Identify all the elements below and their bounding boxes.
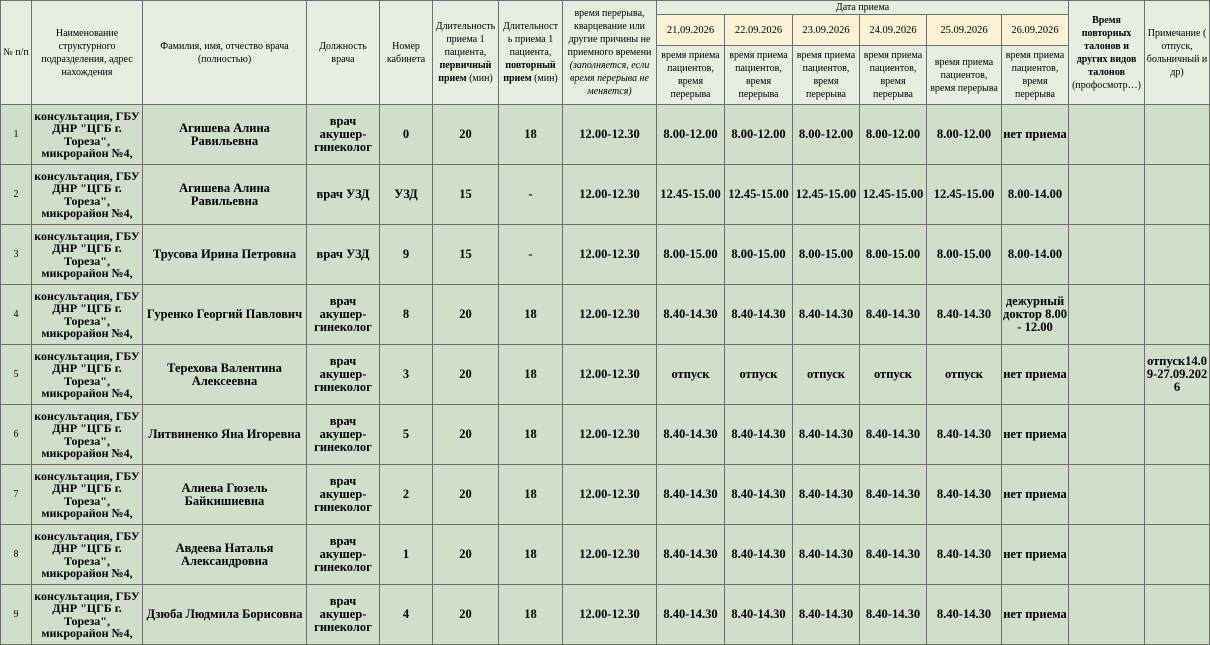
table-row bbox=[1, 165, 1210, 225]
position-cell: врач акушер-гинеколог bbox=[307, 405, 380, 465]
repeat-tickets-cell bbox=[1069, 585, 1145, 645]
position-cell: врач УЗД bbox=[307, 165, 380, 225]
repeat-duration-cell: 18 bbox=[499, 585, 563, 645]
subdivision-cell bbox=[32, 285, 143, 345]
room-cell: УЗД bbox=[380, 165, 433, 225]
table-row bbox=[1, 405, 1210, 465]
row-number: 5 bbox=[1, 345, 32, 405]
header-day-sub-1: время приема пациентов, время перерыва bbox=[657, 46, 725, 105]
day-1-cell: 8.40-14.30 bbox=[657, 525, 725, 585]
day-6-cell: нет приема bbox=[1002, 105, 1069, 165]
day-5-cell: 8.40-14.30 bbox=[927, 525, 1002, 585]
day-5-cell: 8.40-14.30 bbox=[927, 465, 1002, 525]
repeat-tickets-cell bbox=[1069, 165, 1145, 225]
day-3-cell: 8.40-14.30 bbox=[793, 285, 860, 345]
primary-duration-cell: 20 bbox=[433, 465, 499, 525]
repeat-tickets-cell bbox=[1069, 285, 1145, 345]
day-6-cell: нет приема bbox=[1002, 465, 1069, 525]
day-1-cell: 8.00-12.00 bbox=[657, 105, 725, 165]
subdivision-text: консультация, ГБУ ДНР "ЦГБ г. Тореза", микрорайон №4, bbox=[34, 408, 140, 460]
doctor-name-cell: Литвиненко Яна Игоревна bbox=[143, 405, 307, 465]
primary-duration-cell: 20 bbox=[433, 405, 499, 465]
header-date-group: Дата приема bbox=[657, 1, 1069, 15]
row-number: 1 bbox=[1, 105, 32, 165]
doctor-name-cell: Агишева Алина Равильевна bbox=[143, 165, 307, 225]
day-5-cell: 8.40-14.30 bbox=[927, 585, 1002, 645]
subdivision-text: консультация, ГБУ ДНР "ЦГБ г. Тореза", микрорайон №4, bbox=[34, 288, 140, 340]
subdivision-text: консультация, ГБУ ДНР "ЦГБ г. Тореза", микрорайон №4, bbox=[34, 228, 140, 280]
day-3-cell: 8.40-14.30 bbox=[793, 405, 860, 465]
day-2-cell: 12.45-15.00 bbox=[725, 165, 793, 225]
header-day-sub-5: время приема пациентов, время перерыва bbox=[927, 46, 1002, 105]
break-cell: 12.00-12.30 bbox=[563, 105, 657, 165]
subdivision-text: консультация, ГБУ ДНР "ЦГБ г. Тореза", микрорайон №4, bbox=[34, 528, 140, 580]
day-2-cell: 8.40-14.30 bbox=[725, 465, 793, 525]
position-cell: врач акушер-гинеколог bbox=[307, 525, 380, 585]
subdivision-text: консультация, ГБУ ДНР "ЦГБ г. Тореза", микрорайон №4, bbox=[34, 168, 140, 220]
table-row bbox=[1, 525, 1210, 585]
repeat-duration-cell: 18 bbox=[499, 345, 563, 405]
day-6-cell: 8.00-14.00 bbox=[1002, 165, 1069, 225]
day-6-cell: нет приема bbox=[1002, 405, 1069, 465]
position-cell: врач УЗД bbox=[307, 225, 380, 285]
repeat-duration-cell: - bbox=[499, 225, 563, 285]
room-cell: 3 bbox=[380, 345, 433, 405]
position-cell: врач акушер-гинеколог bbox=[307, 465, 380, 525]
notes-cell bbox=[1145, 525, 1210, 585]
repeat-duration-cell: 18 bbox=[499, 465, 563, 525]
doctor-name-cell: Алиева Гюзель Байкишиевна bbox=[143, 465, 307, 525]
day-3-cell: 8.00-12.00 bbox=[793, 105, 860, 165]
header-primary-duration: Длительность приема 1 пациента, первичный прием (мин) bbox=[433, 1, 499, 105]
notes-cell bbox=[1145, 585, 1210, 645]
header-repeat-duration: Длительност ь приема 1 пациента, повторный прием (мин) bbox=[499, 1, 563, 105]
subdivision-cell bbox=[32, 105, 143, 165]
notes-cell bbox=[1145, 285, 1210, 345]
day-3-cell: 8.00-15.00 bbox=[793, 225, 860, 285]
header-break: время перерыва, кварцевание или другие причины не приемного времени (заполняется, если время перерыва не меняется) bbox=[563, 1, 657, 105]
subdivision-cell bbox=[32, 585, 143, 645]
break-cell: 12.00-12.30 bbox=[563, 165, 657, 225]
doctor-name-cell: Агишева Алина Равильевна bbox=[143, 105, 307, 165]
room-cell: 2 bbox=[380, 465, 433, 525]
row-number: 7 bbox=[1, 465, 32, 525]
break-cell: 12.00-12.30 bbox=[563, 345, 657, 405]
day-2-cell: 8.00-15.00 bbox=[725, 225, 793, 285]
repeat-tickets-cell bbox=[1069, 525, 1145, 585]
header-day-sub-6: время приема пациентов, время перерыва bbox=[1002, 46, 1069, 105]
room-cell: 1 bbox=[380, 525, 433, 585]
position-cell: врач акушер-гинеколог bbox=[307, 285, 380, 345]
notes-cell bbox=[1145, 465, 1210, 525]
row-number: 4 bbox=[1, 285, 32, 345]
day-6-cell: дежурный доктор 8.00 - 12.00 bbox=[1002, 285, 1069, 345]
doctor-name-cell: Дзюба Людмила Борисовна bbox=[143, 585, 307, 645]
break-cell: 12.00-12.30 bbox=[563, 465, 657, 525]
break-cell: 12.00-12.30 bbox=[563, 405, 657, 465]
day-6-cell: нет приема bbox=[1002, 525, 1069, 585]
primary-duration-cell: 20 bbox=[433, 525, 499, 585]
table-row bbox=[1, 585, 1210, 645]
subdivision-text: консультация, ГБУ ДНР "ЦГБ г. Тореза", микрорайон №4, bbox=[34, 588, 140, 640]
notes-cell: отпуск14.09-27.09.2026 bbox=[1145, 345, 1210, 405]
header-day-sub-3: время приема пациентов, время перерыва bbox=[793, 46, 860, 105]
header-repeat-tickets: Время повторных талонов и других видов талонов (профосмотр…) bbox=[1069, 1, 1145, 105]
subdivision-text: консультация, ГБУ ДНР "ЦГБ г. Тореза", микрорайон №4, bbox=[34, 468, 140, 520]
repeat-duration-cell: 18 bbox=[499, 105, 563, 165]
day-3-cell: 8.40-14.30 bbox=[793, 585, 860, 645]
day-1-cell: 8.40-14.30 bbox=[657, 465, 725, 525]
repeat-tickets-cell bbox=[1069, 405, 1145, 465]
table-row bbox=[1, 225, 1210, 285]
subdivision-cell bbox=[32, 225, 143, 285]
table-row bbox=[1, 285, 1210, 345]
day-6-cell: 8.00-14.00 bbox=[1002, 225, 1069, 285]
day-4-cell: 8.40-14.30 bbox=[860, 405, 927, 465]
notes-cell bbox=[1145, 105, 1210, 165]
table-row bbox=[1, 105, 1210, 165]
room-cell: 0 bbox=[380, 105, 433, 165]
primary-duration-cell: 20 bbox=[433, 345, 499, 405]
repeat-tickets-cell bbox=[1069, 345, 1145, 405]
day-5-cell: 12.45-15.00 bbox=[927, 165, 1002, 225]
break-cell: 12.00-12.30 bbox=[563, 285, 657, 345]
day-2-cell: отпуск bbox=[725, 345, 793, 405]
break-cell: 12.00-12.30 bbox=[563, 525, 657, 585]
subdivision-cell bbox=[32, 345, 143, 405]
doctor-name-cell: Авдеева Наталья Александровна bbox=[143, 525, 307, 585]
day-1-cell: 8.40-14.30 bbox=[657, 585, 725, 645]
notes-cell bbox=[1145, 165, 1210, 225]
day-5-cell: 8.40-14.30 bbox=[927, 285, 1002, 345]
header-day-sub-2: время приема пациентов, время перерыва bbox=[725, 46, 793, 105]
row-number: 3 bbox=[1, 225, 32, 285]
day-3-cell: отпуск bbox=[793, 345, 860, 405]
row-number: 8 bbox=[1, 525, 32, 585]
doctor-name-cell: Гуренко Георгий Павлович bbox=[143, 285, 307, 345]
day-1-cell: 8.00-15.00 bbox=[657, 225, 725, 285]
room-cell: 8 bbox=[380, 285, 433, 345]
header-num: № п/п bbox=[1, 1, 32, 105]
day-4-cell: 12.45-15.00 bbox=[860, 165, 927, 225]
day-2-cell: 8.40-14.30 bbox=[725, 525, 793, 585]
notes-cell bbox=[1145, 405, 1210, 465]
position-cell: врач акушер-гинеколог bbox=[307, 585, 380, 645]
day-2-cell: 8.40-14.30 bbox=[725, 285, 793, 345]
table-body bbox=[1, 105, 1210, 645]
day-4-cell: отпуск bbox=[860, 345, 927, 405]
day-4-cell: 8.40-14.30 bbox=[860, 285, 927, 345]
position-cell: врач акушер-гинеколог bbox=[307, 105, 380, 165]
day-1-cell: 12.45-15.00 bbox=[657, 165, 725, 225]
primary-duration-cell: 20 bbox=[433, 285, 499, 345]
break-cell: 12.00-12.30 bbox=[563, 585, 657, 645]
primary-duration-cell: 15 bbox=[433, 165, 499, 225]
room-cell: 4 bbox=[380, 585, 433, 645]
repeat-tickets-cell bbox=[1069, 105, 1145, 165]
day-3-cell: 12.45-15.00 bbox=[793, 165, 860, 225]
repeat-tickets-cell bbox=[1069, 225, 1145, 285]
day-6-cell: нет приема bbox=[1002, 345, 1069, 405]
day-2-cell: 8.40-14.30 bbox=[725, 585, 793, 645]
repeat-tickets-cell bbox=[1069, 465, 1145, 525]
row-number: 9 bbox=[1, 585, 32, 645]
day-4-cell: 8.40-14.30 bbox=[860, 585, 927, 645]
day-3-cell: 8.40-14.30 bbox=[793, 525, 860, 585]
header-doctor-name: Фамилия, имя, отчество врача (полностью) bbox=[143, 1, 307, 105]
day-5-cell: отпуск bbox=[927, 345, 1002, 405]
day-5-cell: 8.40-14.30 bbox=[927, 405, 1002, 465]
subdivision-cell bbox=[32, 465, 143, 525]
day-1-cell: отпуск bbox=[657, 345, 725, 405]
doctor-name-cell: Трусова Ирина Петровна bbox=[143, 225, 307, 285]
table-row bbox=[1, 345, 1210, 405]
room-cell: 5 bbox=[380, 405, 433, 465]
position-cell: врач акушер-гинеколог bbox=[307, 345, 380, 405]
day-1-cell: 8.40-14.30 bbox=[657, 285, 725, 345]
subdivision-cell bbox=[32, 165, 143, 225]
subdivision-text: консультация, ГБУ ДНР "ЦГБ г. Тореза", микрорайон №4, bbox=[34, 108, 140, 160]
header-room: Номер кабинета bbox=[380, 1, 433, 105]
day-4-cell: 8.00-15.00 bbox=[860, 225, 927, 285]
repeat-duration-cell: 18 bbox=[499, 405, 563, 465]
subdivision-cell bbox=[32, 405, 143, 465]
table-header bbox=[1, 1, 1210, 105]
day-4-cell: 8.40-14.30 bbox=[860, 525, 927, 585]
notes-cell bbox=[1145, 225, 1210, 285]
repeat-duration-cell: - bbox=[499, 165, 563, 225]
break-cell: 12.00-12.30 bbox=[563, 225, 657, 285]
header-date-4: 24.09.2026 bbox=[860, 15, 927, 46]
doctor-name-cell: Терехова Валентина Алексеевна bbox=[143, 345, 307, 405]
table-row bbox=[1, 465, 1210, 525]
day-5-cell: 8.00-15.00 bbox=[927, 225, 1002, 285]
header-day-sub-4: время приема пациентов, время перерыва bbox=[860, 46, 927, 105]
header-date-6: 26.09.2026 bbox=[1002, 15, 1069, 46]
header-position: Должность врача bbox=[307, 1, 380, 105]
primary-duration-cell: 20 bbox=[433, 585, 499, 645]
header-notes: Примечание ( отпуск, больничный и др) bbox=[1145, 1, 1210, 105]
day-4-cell: 8.00-12.00 bbox=[860, 105, 927, 165]
day-2-cell: 8.00-12.00 bbox=[725, 105, 793, 165]
header-subdivision: Наименование структурного подразделения, адрес нахождения bbox=[32, 1, 143, 105]
day-2-cell: 8.40-14.30 bbox=[725, 405, 793, 465]
repeat-duration-cell: 18 bbox=[499, 285, 563, 345]
header-date-1: 21.09.2026 bbox=[657, 15, 725, 46]
subdivision-text: консультация, ГБУ ДНР "ЦГБ г. Тореза", микрорайон №4, bbox=[34, 348, 140, 400]
subdivision-cell bbox=[32, 525, 143, 585]
header-date-5: 25.09.2026 bbox=[927, 15, 1002, 46]
repeat-duration-cell: 18 bbox=[499, 525, 563, 585]
day-4-cell: 8.40-14.30 bbox=[860, 465, 927, 525]
day-6-cell: нет приема bbox=[1002, 585, 1069, 645]
day-5-cell: 8.00-12.00 bbox=[927, 105, 1002, 165]
header-date-3: 23.09.2026 bbox=[793, 15, 860, 46]
room-cell: 9 bbox=[380, 225, 433, 285]
header-date-2: 22.09.2026 bbox=[725, 15, 793, 46]
day-1-cell: 8.40-14.30 bbox=[657, 405, 725, 465]
primary-duration-cell: 15 bbox=[433, 225, 499, 285]
row-number: 6 bbox=[1, 405, 32, 465]
primary-duration-cell: 20 bbox=[433, 105, 499, 165]
row-number: 2 bbox=[1, 165, 32, 225]
day-3-cell: 8.40-14.30 bbox=[793, 465, 860, 525]
